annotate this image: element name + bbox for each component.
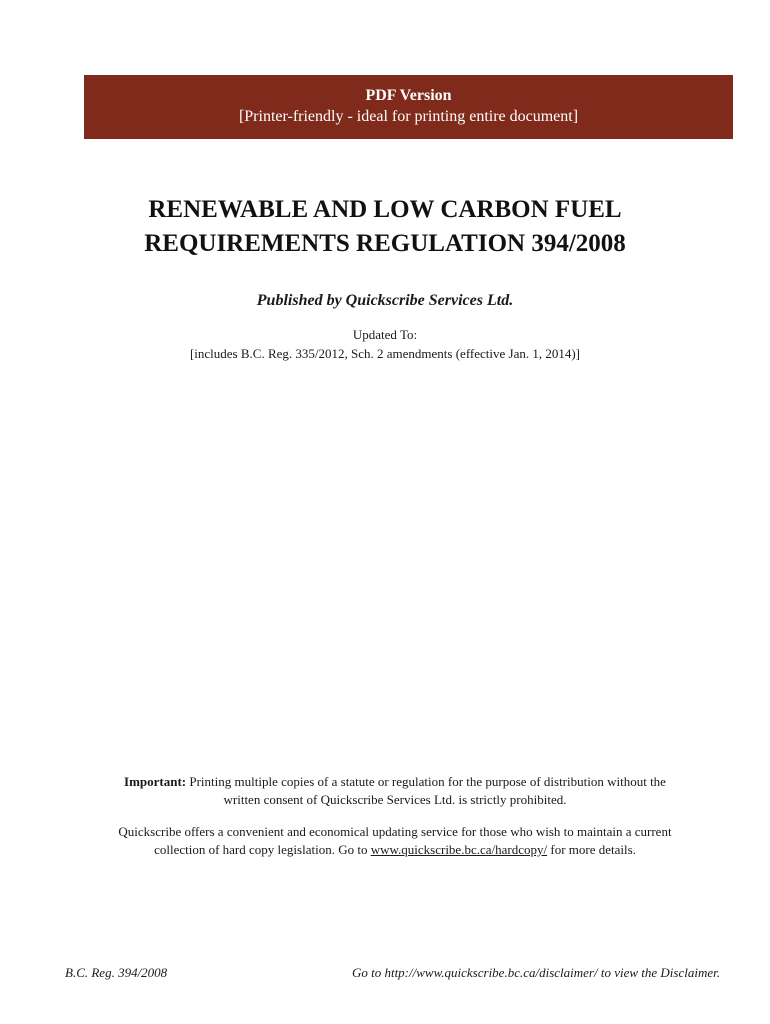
important-notice-line-1 [90,773,700,791]
important-text-1: Printing multiple copies of a statute or regulation for the purpose of distribution without the [186,774,666,789]
footer-regulation-ref: B.C. Reg. 394/2008 [65,965,168,980]
updated-label: Updated To: [352,327,418,342]
banner-subtitle: [Printer-friendly - ideal for printing entire document] [238,108,579,125]
banner-title: PDF Version [365,87,452,104]
service-text-3: for more details. [547,842,636,857]
service-text-1: Quickscribe offers a convenient and economical updating service for those who wish to maintain a current [118,824,672,839]
service-notice [90,823,700,859]
important-label: Important: [124,774,187,789]
service-text-2: collection of hard copy legislation. Go to [154,842,371,857]
important-notice [90,773,700,809]
document-title-line-1: RENEWABLE AND LOW CARBON FUEL [148,196,622,223]
service-notice-line-2 [90,841,700,859]
pdf-version-banner [84,75,733,139]
document-title [0,193,770,261]
footer-disclaimer: Go to http://www.quickscribe.bc.ca/disclaimer/ to view the Disclaimer. [351,965,720,980]
important-text-2: written consent of Quickscribe Services Ltd. is strictly prohibited. [223,792,567,807]
updated-value: [includes B.C. Reg. 335/2012, Sch. 2 amendments (effective Jan. 1, 2014)] [189,346,581,361]
publisher-line: Published by Quickscribe Services Ltd. [256,292,514,309]
document-title-line-2: REQUIREMENTS REGULATION 394/2008 [144,230,626,257]
hardcopy-link[interactable]: www.quickscribe.bc.ca/hardcopy/ [370,842,548,857]
